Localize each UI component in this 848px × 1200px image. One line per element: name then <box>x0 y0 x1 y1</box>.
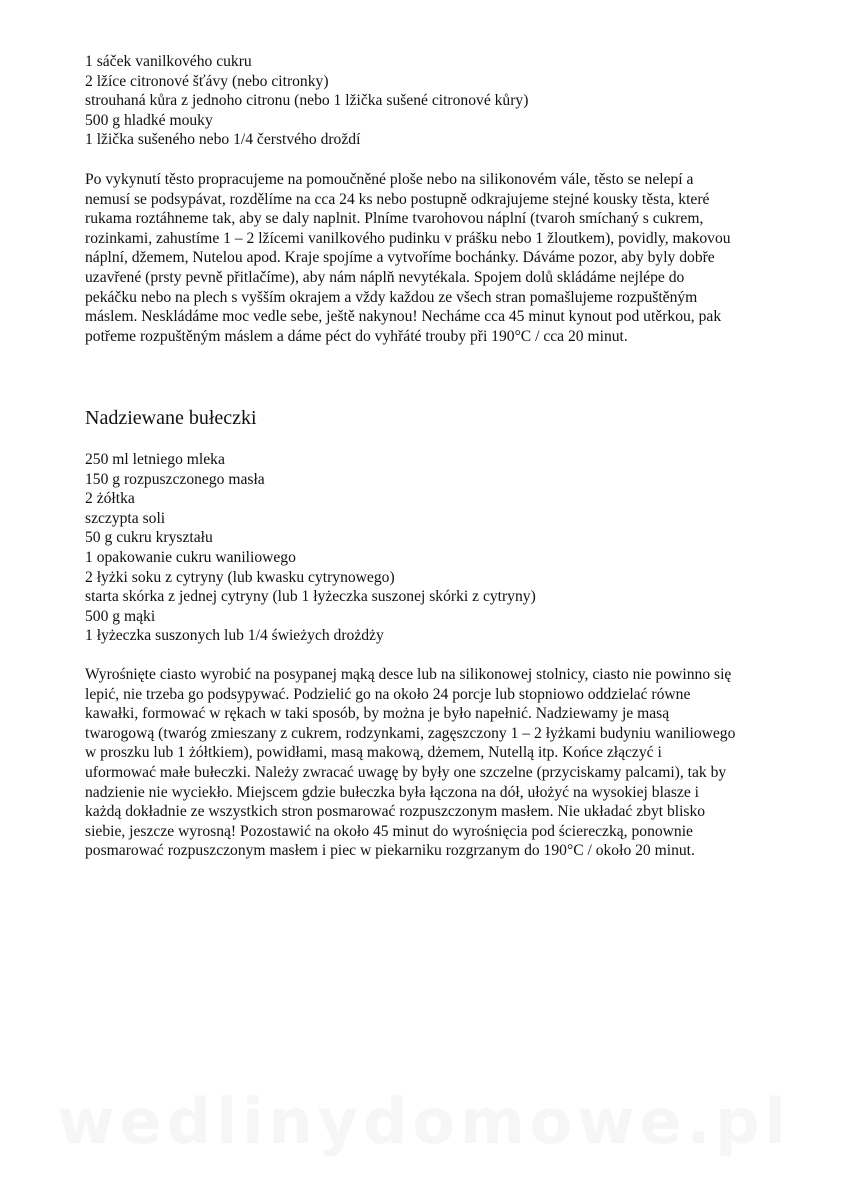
instruction-line: każdą dokładnie ze wszystkich stron posmarować rozpuszczonym masłem. Nie układać zbyt blisko <box>85 803 706 821</box>
ingredient-line: 1 lžička sušeného nebo 1/4 čerstvého droždí <box>85 131 361 149</box>
czech-ingredient-list <box>85 52 785 150</box>
ingredient-line: szczypta soli <box>85 509 166 527</box>
ingredient-line: 1 łyżeczka suszonych lub 1/4 świeżych drożdży <box>85 627 384 645</box>
instruction-line: uformować małe bułeczki. Należy zwracać uwagę by były one szczelne (przyciskamy palcami), tak by <box>85 763 727 781</box>
watermark: wedlinydomowe.pl <box>57 1085 791 1158</box>
ingredient-line: 50 g cukru kryształu <box>85 529 213 547</box>
ingredient-line: starta skórka z jednej cytryny (lub 1 łyżeczka suszonej skórki z cytryny) <box>85 588 536 606</box>
instruction-line: máslem. Neskládáme moc vedle sebe, ještě nakynou! Necháme cca 45 minut kynout pod utěrkou, pak <box>85 308 722 326</box>
instruction-line: rozinkami, zahustíme 1 – 2 lžícemi vanilkového pudinku v prášku nebo 1 žloutkem), povidly, makovou <box>85 229 731 247</box>
ingredient-line: 500 g mąki <box>85 607 156 625</box>
instruction-line: rukama roztáhneme tak, aby se daly naplnit. Plníme tvarohovou náplní (tvaroh smíchaný s cukrem, <box>85 210 704 228</box>
instruction-line: twarogową (twaróg zmieszany z cukrem, rodzynkami, zagęszczony 1 – 2 łyżkami budyniu waniliowego <box>85 724 736 742</box>
instruction-line: lepić, nie trzeba go podsypywać. Podzielić go na około 24 porcje lub stopniowo oddzielać równe <box>85 685 691 703</box>
ingredient-line: 250 ml letniego mleka <box>85 451 225 468</box>
instruction-line: Po vykynutí těsto propracujeme na pomoučněné ploše nebo na silikonovém vále, těsto se nelepí a <box>85 171 694 188</box>
instruction-line: kawałki, formować w rękach w taki sposób, by można je było napełnić. Nadziewamy je masą <box>85 705 670 723</box>
czech-instructions <box>85 170 785 346</box>
instruction-line: náplní, džemem, Nutelou apod. Kraje spojíme a vytvoříme bochánky. Dáváme pozor, aby byly dobře <box>85 249 715 267</box>
instruction-line: Wyrośnięte ciasto wyrobić na posypanej mąką desce lub na silikonowej stolnicy, ciasto nie powinno się <box>85 666 732 683</box>
polish-recipe-title: Nadziewane bułeczki <box>85 407 257 429</box>
instruction-line: pekáčku nebo na plech s vyšším okrajem a vždy každou ze všech stran pomašlujeme rozpuštěným <box>85 288 698 306</box>
instruction-line: potřeme rozpuštěným máslem a dáme péct do vyhřáté trouby při 190°C / cca 20 minut. <box>85 327 628 345</box>
ingredient-line: 2 łyżki soku z cytryny (lub kwasku cytrynowego) <box>85 568 395 586</box>
ingredient-line: strouhaná kůra z jednoho citronu (nebo 1 lžička sušené citronové kůry) <box>85 92 529 110</box>
instruction-line: posmarować rozpuszczonym masłem i piec w piekarniku rozgrzanym do 190°C / około 20 minut. <box>85 842 695 860</box>
instruction-line: nadzienie nie wyciekło. Miejscem gdzie bułeczka była łączona na dół, ułożyć na wysokiej blasze i <box>85 783 699 801</box>
instruction-line: w proszku lub 1 żółtkiem), powidłami, masą makową, dżemem, Nutellą itp. Końce złączyć i <box>85 744 662 762</box>
instruction-line: siebie, jeszcze wyrosną! Pozostawić na około 45 minut do wyrośnięcia pod ściereczką, ponownie <box>85 822 693 840</box>
ingredient-line: 2 żółtka <box>85 490 135 508</box>
ingredient-line: 1 sáček vanilkového cukru <box>85 53 252 70</box>
instruction-line: nemusí se podsypávat, rozdělíme na cca 24 ks nebo postupně odkrajujeme stejné kousky těsta, které <box>85 190 710 208</box>
ingredient-line: 1 opakowanie cukru waniliowego <box>85 548 296 566</box>
ingredient-line: 2 lžíce citronové šťávy (nebo citronky) <box>85 72 329 90</box>
polish-instructions <box>85 665 785 861</box>
ingredient-line: 150 g rozpuszczonego masła <box>85 470 265 488</box>
ingredient-line: 500 g hladké mouky <box>85 111 213 129</box>
polish-ingredient-list <box>85 450 785 646</box>
instruction-line: uzavřené (prsty pevně přitlačíme), aby nám náplň nevytékala. Spojem dolů skládáme nejlépe do <box>85 268 685 286</box>
